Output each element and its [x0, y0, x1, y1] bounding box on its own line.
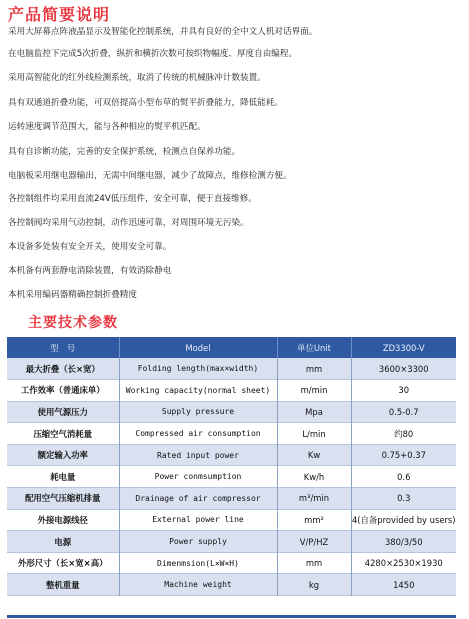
- page-title: 产品简要说明: [8, 5, 111, 24]
- table-row: [7, 574, 456, 596]
- cell-param-en: Working capacity(normal sheet): [119, 380, 277, 402]
- table-row: [7, 488, 456, 510]
- cell-param-en: Machine weight: [119, 574, 277, 596]
- feature-item: 采用大屏幕点阵液晶显示及智能化控制系统，并具有良好的全中文人机对话界面。: [8, 27, 318, 37]
- cell-unit: Mpa: [277, 401, 351, 423]
- cell-param-cn: 整机重量: [7, 574, 119, 596]
- cell-unit: m³/min: [277, 488, 351, 510]
- cell-unit: m/min: [277, 380, 351, 402]
- cell-value: 4280×2530×1930: [364, 558, 443, 569]
- cell-unit: mm: [277, 552, 351, 574]
- table-row: [7, 509, 456, 531]
- cell-param-cn: 电源: [7, 531, 119, 553]
- table-row: [7, 466, 456, 488]
- cell-param-en: Dimenmsion(L×W×H): [119, 552, 277, 574]
- cell-param-en: Drainage of air compressor: [119, 488, 277, 510]
- header-value: ZD3300-V: [382, 342, 425, 353]
- cell-value: 约80: [394, 428, 414, 439]
- cell-param-en: Power conmsumption: [119, 466, 277, 488]
- spec-table-container: [7, 337, 456, 596]
- table-row: [7, 401, 456, 423]
- table-row: [7, 531, 456, 553]
- feature-item: 具有双通道折叠功能，可双倍提高小型布草的熨平折叠能力，降低能耗。: [8, 98, 284, 108]
- cell-param-en: External power line: [119, 509, 277, 531]
- cell-param-en: Rated input power: [119, 444, 277, 466]
- feature-item: 各控制阀均采用气动控制，动作迅速可靠，对周围环境无污染。: [8, 218, 249, 228]
- feature-item: 各控制组件均采用直流24V低压组件，安全可靠，便于直接维修。: [8, 194, 257, 204]
- table-row: [7, 380, 456, 402]
- cell-value: 1450: [393, 579, 415, 590]
- feature-item: 在电脑监控下完成5次折叠，纵折和横折次数可按织物幅度、厚度自由编程。: [8, 49, 298, 59]
- table-row: [7, 358, 456, 380]
- feature-item: 电脑板采用继电器输出，无需中间继电器，减少了故障点，维修检测方便。: [8, 171, 292, 181]
- cell-unit: Kw/h: [277, 466, 351, 488]
- feature-item: 本设备多处装有安全开关，使用安全可靠。: [8, 242, 172, 252]
- cell-unit: mm: [277, 358, 351, 380]
- cell-unit: L/min: [277, 423, 351, 445]
- cell-value: 0.5-0.7: [388, 406, 419, 417]
- cell-param-cn: 最大折叠（长×宽）: [7, 358, 119, 380]
- cell-param-en: Power supply: [119, 531, 277, 553]
- table-row: [7, 552, 456, 574]
- cell-param-cn: 额定输入功率: [7, 444, 119, 466]
- cell-param-cn: 使用气源压力: [7, 401, 119, 423]
- cell-value: 0.6: [397, 471, 411, 482]
- feature-item: 采用高智能化的红外线检测系统，取消了传统的机械脉冲计数装置。: [8, 73, 266, 83]
- cell-unit: mm²: [277, 509, 351, 531]
- header-unit: 单位Unit: [277, 337, 351, 358]
- cell-param-cn: 配用空气压缩机排量: [7, 488, 119, 510]
- table-header-row: [7, 337, 456, 358]
- cell-value: 4(自备provided by users): [351, 514, 456, 525]
- cell-value: 0.3: [397, 493, 411, 504]
- cell-param-en: Folding length(max×width): [119, 358, 277, 380]
- cell-param-cn: 压缩空气消耗量: [7, 423, 119, 445]
- header-model-cn: 型 号: [7, 337, 119, 358]
- cell-value: 30: [398, 385, 410, 396]
- cell-param-cn: 外形尺寸（长×宽×高）: [7, 552, 119, 574]
- cell-value: 0.75+0.37: [381, 450, 426, 461]
- spec-table: [7, 337, 456, 596]
- table-bottom-bar: [7, 615, 456, 618]
- feature-item: 本机采用编码器精确控制折叠精度: [8, 290, 137, 300]
- cell-value: 3600×3300: [378, 363, 429, 374]
- cell-param-en: Supply pressure: [119, 401, 277, 423]
- cell-unit: Kw: [277, 444, 351, 466]
- header-model-en: Model: [119, 337, 277, 358]
- feature-item: 具有自诊断功能，完善的安全保护系统，检测点自保养功能。: [8, 147, 241, 157]
- cell-param-cn: 工作效率（普通床单）: [7, 380, 119, 402]
- feature-item: 本机备有两套静电消除装置，有效消除静电: [8, 266, 172, 276]
- table-row: [7, 423, 456, 445]
- spec-section-title: 主要技术参数: [28, 315, 118, 331]
- feature-item: 运转速度调节范围大，能与各种相应的熨平机匹配。: [8, 122, 206, 132]
- cell-param-cn: 外接电源线径: [7, 509, 119, 531]
- cell-unit: V/P/HZ: [277, 531, 351, 553]
- cell-param-cn: 耗电量: [7, 466, 119, 488]
- cell-param-en: Compressed air consumption: [119, 423, 277, 445]
- cell-unit: kg: [277, 574, 351, 596]
- cell-value: 380/3/50: [384, 536, 423, 547]
- table-row: [7, 444, 456, 466]
